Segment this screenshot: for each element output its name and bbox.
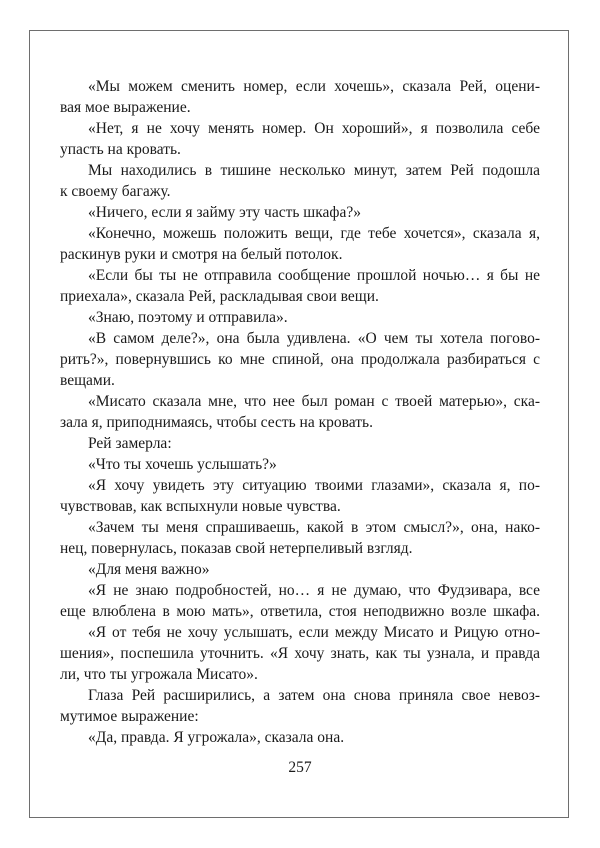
text-line: зала я, приподнимаясь, чтобы сесть на кровать.	[60, 414, 373, 431]
body-text	[60, 76, 540, 748]
text-line: «Мисато сказала мне, что нее был роман с твоей матерью», ска-	[88, 393, 540, 410]
text-line: упасть на кровать.	[60, 141, 181, 158]
text-line: раскинув руки и смотря на белый потолок.	[60, 246, 343, 263]
text-line: «Знаю, поэтому и отправила».	[88, 309, 288, 326]
text-line: мутимое выражение:	[60, 708, 199, 725]
text-line: «Я хочу увидеть эту ситуацию твоими глазами», сказала я, по-	[88, 477, 540, 494]
text-line: «Я от тебя не хочу услышать, если между Мисато и Рицую отно-	[88, 624, 540, 641]
text-line: к своему багажу.	[60, 183, 171, 200]
text-line: вещами.	[60, 372, 115, 389]
text-line: «Да, правда. Я угрожала», сказала она.	[88, 729, 345, 746]
text-line: Мы находились в тишине несколько минут, затем Рей подошла	[88, 162, 540, 179]
text-line: «Если бы ты не отправила сообщение прошлой ночью… я бы не	[88, 267, 540, 284]
text-line: Рей замерла:	[88, 435, 172, 452]
page-number: 257	[288, 759, 312, 776]
text-line: вая мое выражение.	[60, 99, 191, 116]
text-line: «Что ты хочешь услышать?»	[88, 456, 277, 473]
text-line: «Конечно, можешь положить вещи, где тебе хочется», сказала я,	[88, 225, 540, 242]
text-line: ли, что ты угрожала Мисато».	[60, 666, 258, 683]
text-line: чувствовав, как вспыхнули новые чувства.	[60, 498, 341, 515]
text-line: нец, повернулась, показав свой нетерпеливый взгляд.	[60, 540, 413, 557]
text-line: «Мы можем сменить номер, если хочешь», сказала Рей, оцени-	[88, 78, 540, 95]
text-line: еще влюблена в мою мать», ответила, стоя неподвижно возле шкафа.	[60, 603, 540, 620]
text-line: рить?», повернувшись ко мне спиной, она продолжала разбираться с	[60, 351, 540, 368]
text-line: приехала», сказала Рей, раскладывая свои вещи.	[60, 288, 379, 305]
text-line: «В самом деле?», она была удивлена. «О чем ты хотела погово-	[88, 330, 540, 347]
text-line: «Зачем ты меня спрашиваешь, какой в этом смысл?», она, нако-	[88, 519, 540, 536]
text-line: «Нет, я не хочу менять номер. Он хороший», я позволила себе	[88, 120, 540, 137]
text-line: «Я не знаю подробностей, но… я не думаю, что Фудзивара, все	[88, 582, 540, 599]
text-line: «Ничего, если я займу эту часть шкафа?»	[88, 204, 361, 221]
text-line: Глаза Рей расширились, а затем она снова приняла свое невоз-	[88, 687, 540, 704]
text-line: шения», поспешила уточнить. «Я хочу знать, как ты узнала, и правда	[60, 645, 540, 662]
text-line: «Для меня важно»	[88, 561, 210, 578]
